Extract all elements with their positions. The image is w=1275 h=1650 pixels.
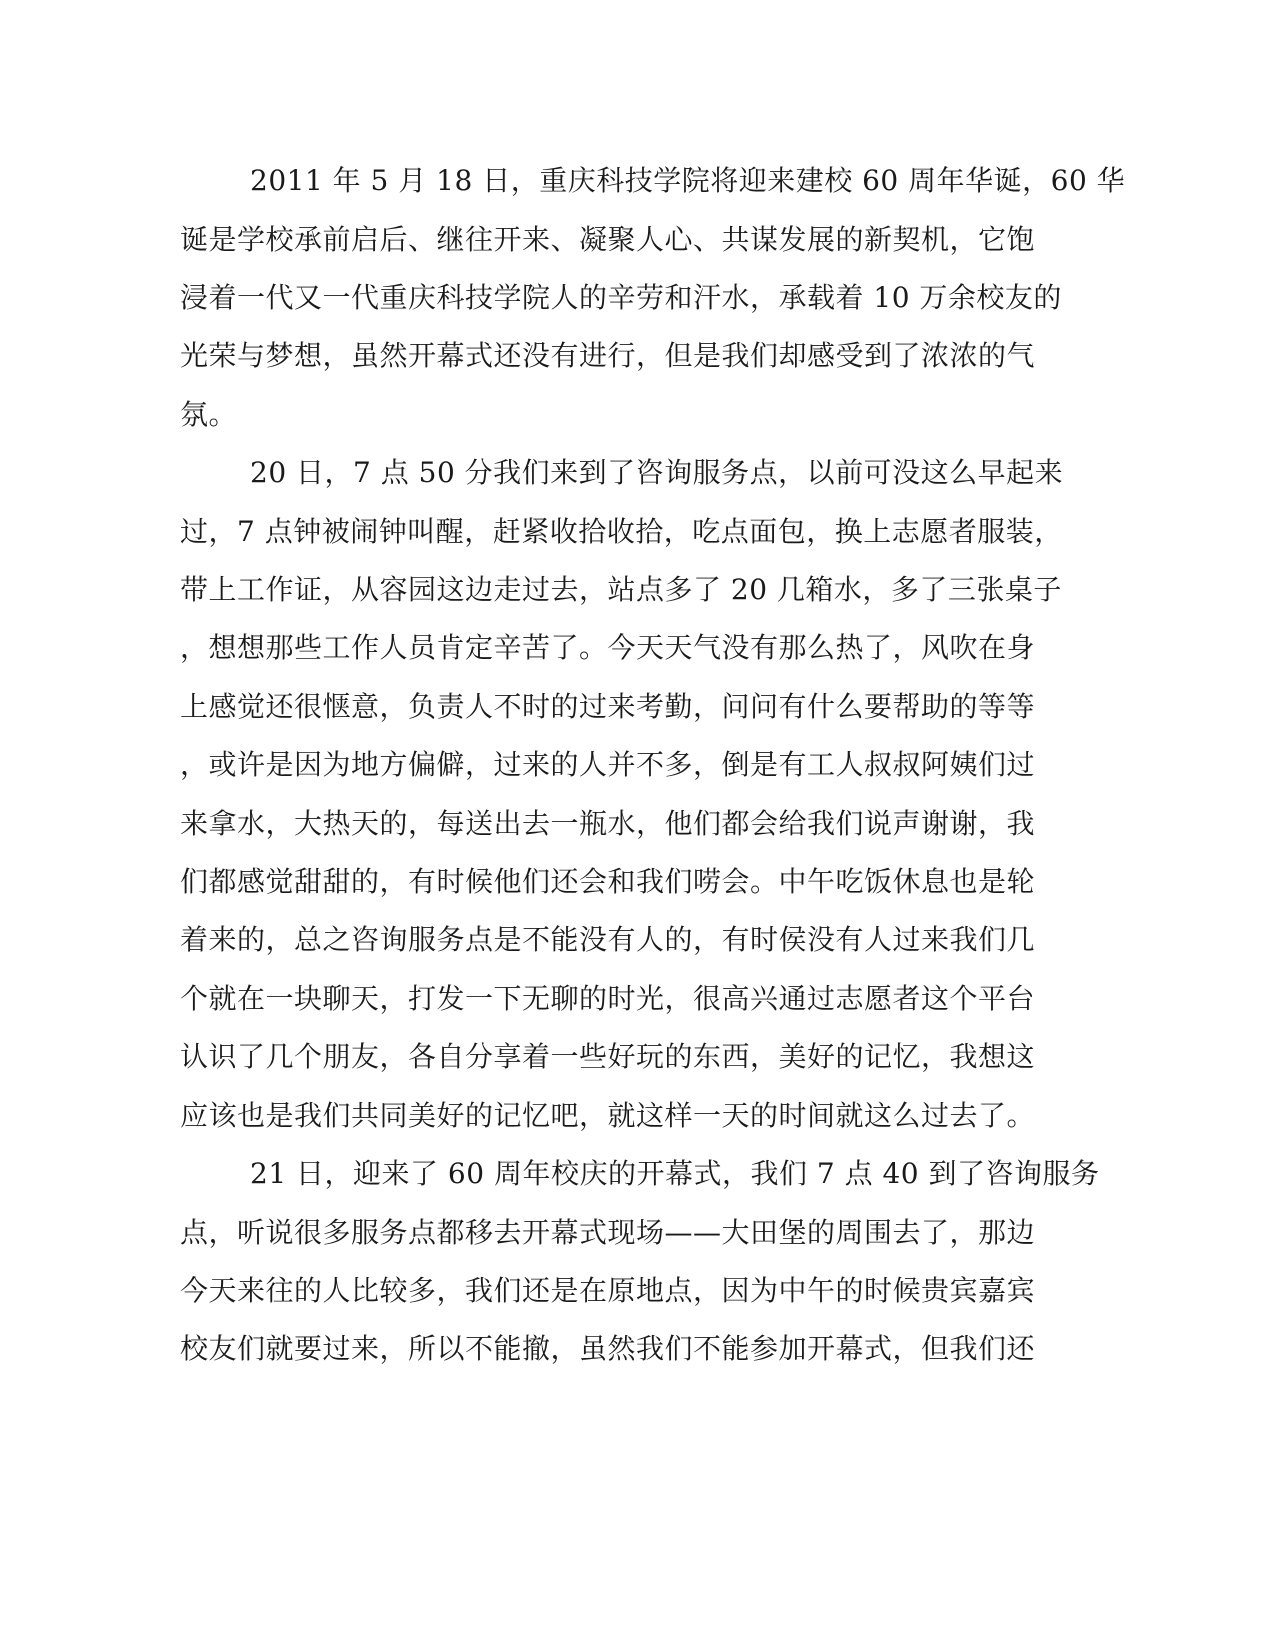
- paragraph-2-line-6: ，或许是因为地方偏僻，过来的人并不多，倒是有工人叔叔阿姨们过: [180, 748, 1036, 781]
- paragraph-1-line-4: 光荣与梦想，虽然开幕式还没有进行，但是我们却感受到了浓浓的气: [180, 339, 1036, 372]
- paragraph-2-line-2: 过，7 点钟被闹钟叫醒，赶紧收拾收拾，吃点面包，换上志愿者服装，: [180, 515, 1063, 548]
- paragraph-2-line-4: ，想想那些工作人员肯定辛苦了。今天天气没有那么热了，风吹在身: [180, 631, 1036, 664]
- paragraph-2-line-7: 来拿水，大热天的，每送出去一瓶水，他们都会给我们说声谢谢，我: [180, 807, 1036, 840]
- paragraph-1-line-5: 氛。: [180, 398, 238, 431]
- paragraph-1-line-2: 诞是学校承前启后、继往开来、凝聚人心、共谋发展的新契机，它饱: [180, 223, 1036, 256]
- paragraph-2-line-1: 20 日，7 点 50 分我们来到了咨询服务点，以前可没这么早起来: [250, 456, 1064, 489]
- paragraph-2-line-8: 们都感觉甜甜的，有时候他们还会和我们唠会。中午吃饭休息也是轮: [180, 865, 1036, 898]
- paragraph-3-line-2: 点，听说很多服务点都移去开幕式现场——大田堡的周围去了，那边: [180, 1216, 1036, 1249]
- paragraph-2-line-5: 上感觉还很惬意，负责人不时的过来考勤，问问有什么要帮助的等等: [180, 690, 1036, 723]
- paragraph-3-line-1: 21 日，迎来了 60 周年校庆的开幕式，我们 7 点 40 到了咨询服务: [250, 1157, 1100, 1190]
- paragraph-2-line-9: 着来的，总之咨询服务点是不能没有人的，有时侯没有人过来我们几: [180, 923, 1036, 956]
- paragraph-2-line-11: 认识了几个朋友，各自分享着一些好玩的东西，美好的记忆，我想这: [180, 1040, 1036, 1073]
- paragraph-1-line-1: 2011 年 5 月 18 日，重庆科技学院将迎来建校 60 周年华诞，60 华: [250, 164, 1126, 197]
- paragraph-2-line-10: 个就在一块聊天，打发一下无聊的时光，很高兴通过志愿者这个平台: [180, 982, 1036, 1015]
- paragraph-2-line-12: 应该也是我们共同美好的记忆吧，就这样一天的时间就这么过去了。: [180, 1099, 1036, 1132]
- paragraph-1-line-3: 浸着一代又一代重庆科技学院人的辛劳和汗水，承载着 10 万余校友的: [180, 281, 1062, 314]
- paragraph-3-line-3: 今天来往的人比较多，我们还是在原地点，因为中午的时候贵宾嘉宾: [180, 1274, 1036, 1307]
- paragraph-2-line-3: 带上工作证，从容园这边走过去，站点多了 20 几箱水，多了三张桌子: [180, 573, 1062, 606]
- paragraph-3-line-4: 校友们就要过来，所以不能撤，虽然我们不能参加开幕式，但我们还: [180, 1332, 1036, 1365]
